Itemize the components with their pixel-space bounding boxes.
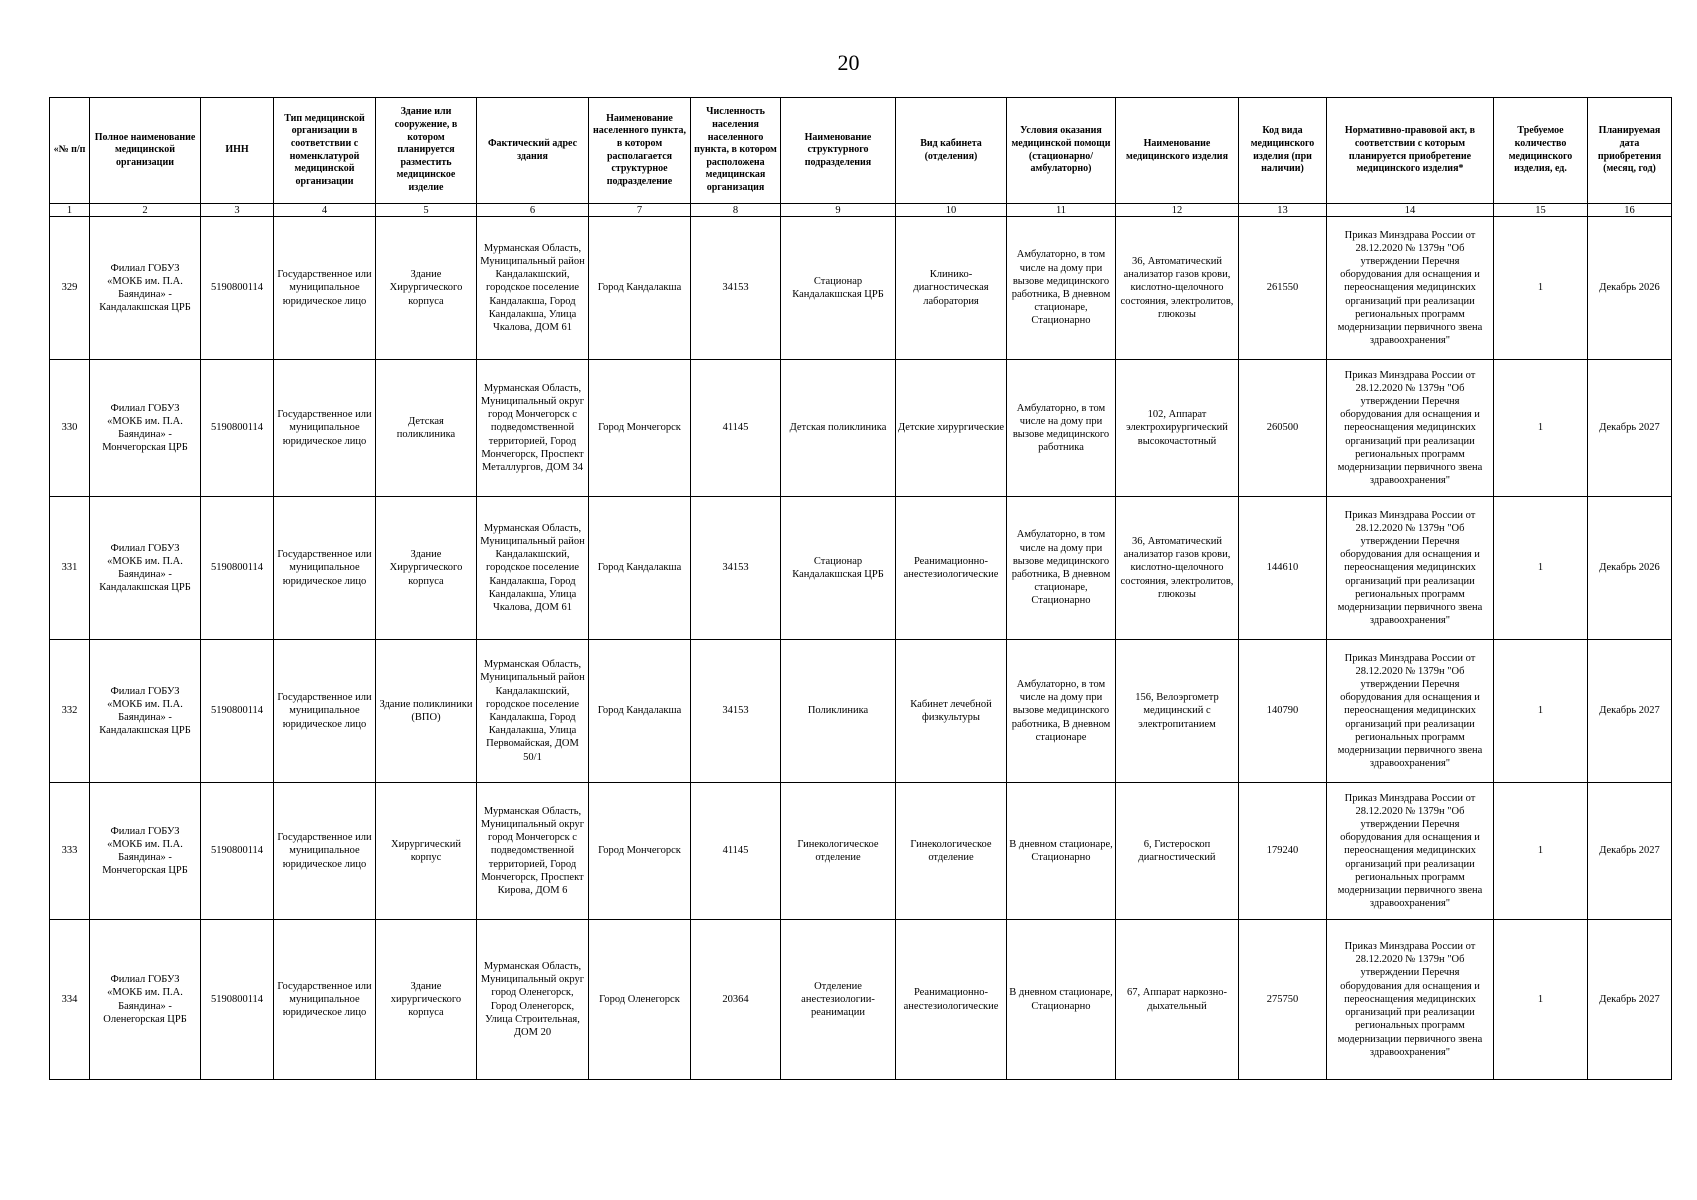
cell-device: 6, Гистероскоп диагностический: [1116, 783, 1239, 920]
cell-device: 36, Автоматический анализатор газов крови, кислотно-щелочного состояния, электролитов, глюкозы: [1116, 217, 1239, 360]
column-header: Планируемая дата приобретения (месяц, год): [1588, 98, 1672, 204]
cell-conditions: В дневном стационаре, Стационарно: [1007, 783, 1116, 920]
cell-cabinet: Реанимационно-анестезиологические: [896, 497, 1007, 640]
table-row: [50, 920, 1672, 1080]
cell-population: 34153: [691, 217, 781, 360]
cell-building: Детская поликлиника: [376, 360, 477, 497]
header-row: [50, 98, 1672, 204]
column-number: 5: [376, 204, 477, 217]
cell-act: Приказ Минздрава России от 28.12.2020 № 1379н "Об утверждении Перечня оборудования для оснащения и переоснащения медицинских организаций при реализации региональных программ модернизации первичного звена здравоохранения": [1327, 783, 1494, 920]
cell-type: Государственное или муниципальное юридическое лицо: [274, 217, 376, 360]
cell-org: Филиал ГОБУЗ «МОКБ им. П.А. Баяндина» - Оленегорская ЦРБ: [90, 920, 201, 1080]
cell-address: Мурманская Область, Муниципальный район Кандалакшский, городское поселение Кандалакша, Город Кандалакша, Улица Чкалова, ДОМ 61: [477, 217, 589, 360]
cell-building: Здание поликлиники (ВПО): [376, 640, 477, 783]
column-number: 1: [50, 204, 90, 217]
cell-device: 102, Аппарат электрохирургический высокочастотный: [1116, 360, 1239, 497]
cell-n: 333: [50, 783, 90, 920]
cell-address: Мурманская Область, Муниципальный округ город Мончегорск с подведомственной территорией, Город Мончегорск, Проспект Кирова, ДОМ 6: [477, 783, 589, 920]
cell-cabinet: Кабинет лечебной физкультуры: [896, 640, 1007, 783]
cell-population: 34153: [691, 640, 781, 783]
cell-conditions: Амбулаторно, в том числе на дому при вызове медицинского работника, В дневном стационаре: [1007, 640, 1116, 783]
cell-device: 67, Аппарат наркозно-дыхательный: [1116, 920, 1239, 1080]
column-number: 12: [1116, 204, 1239, 217]
cell-building: Здание Хирургического корпуса: [376, 217, 477, 360]
column-number: 13: [1239, 204, 1327, 217]
cell-qty: 1: [1494, 640, 1588, 783]
cell-address: Мурманская Область, Муниципальный район Кандалакшский, городское поселение Кандалакша, Город Кандалакша, Улица Чкалова, ДОМ 61: [477, 497, 589, 640]
equipment-table: [49, 97, 1672, 1080]
cell-locality: Город Оленегорск: [589, 920, 691, 1080]
column-number: 4: [274, 204, 376, 217]
cell-unit: Поликлиника: [781, 640, 896, 783]
cell-conditions: Амбулаторно, в том числе на дому при вызове медицинского работника, В дневном стационаре, Стационарно: [1007, 217, 1116, 360]
cell-conditions: Амбулаторно, в том числе на дому при вызове медицинского работника, В дневном стационаре, Стационарно: [1007, 497, 1116, 640]
column-number: 7: [589, 204, 691, 217]
cell-inn: 5190800114: [201, 920, 274, 1080]
cell-org: Филиал ГОБУЗ «МОКБ им. П.А. Баяндина» - Кандалакшская ЦРБ: [90, 640, 201, 783]
cell-code: 261550: [1239, 217, 1327, 360]
column-header: Численность населения населенного пункта, в котором расположена медицинская организация: [691, 98, 781, 204]
cell-qty: 1: [1494, 783, 1588, 920]
cell-act: Приказ Минздрава России от 28.12.2020 № 1379н "Об утверждении Перечня оборудования для оснащения и переоснащения медицинских организаций при реализации региональных программ модернизации первичного звена здравоохранения": [1327, 640, 1494, 783]
column-header: Наименование населенного пункта, в котором располагается структурное подразделение: [589, 98, 691, 204]
cell-inn: 5190800114: [201, 783, 274, 920]
cell-conditions: В дневном стационаре, Стационарно: [1007, 920, 1116, 1080]
cell-date: Декабрь 2027: [1588, 640, 1672, 783]
cell-inn: 5190800114: [201, 640, 274, 783]
cell-date: Декабрь 2027: [1588, 920, 1672, 1080]
column-number: 9: [781, 204, 896, 217]
cell-type: Государственное или муниципальное юридическое лицо: [274, 920, 376, 1080]
column-header: Полное наименование медицинской организации: [90, 98, 201, 204]
cell-act: Приказ Минздрава России от 28.12.2020 № 1379н "Об утверждении Перечня оборудования для оснащения и переоснащения медицинских организаций при реализации региональных программ модернизации первичного звена здравоохранения": [1327, 497, 1494, 640]
cell-qty: 1: [1494, 217, 1588, 360]
table-row: [50, 497, 1672, 640]
cell-code: 179240: [1239, 783, 1327, 920]
cell-org: Филиал ГОБУЗ «МОКБ им. П.А. Баяндина» - Кандалакшская ЦРБ: [90, 217, 201, 360]
cell-code: 275750: [1239, 920, 1327, 1080]
column-number: 15: [1494, 204, 1588, 217]
cell-conditions: Амбулаторно, в том числе на дому при вызове медицинского работника: [1007, 360, 1116, 497]
cell-inn: 5190800114: [201, 497, 274, 640]
table-row: [50, 783, 1672, 920]
column-number: 10: [896, 204, 1007, 217]
cell-unit: Детская поликлиника: [781, 360, 896, 497]
column-header: Тип медицинской организации в соответствии с номенклатурой медицинской организации: [274, 98, 376, 204]
column-header: Наименование медицинского изделия: [1116, 98, 1239, 204]
cell-building: Хирургический корпус: [376, 783, 477, 920]
cell-address: Мурманская Область, Муниципальный район Кандалакшский, городское поселение Кандалакша, Город Кандалакша, Улица Первомайская, ДОМ 50/1: [477, 640, 589, 783]
column-header: Условия оказания медицинской помощи (стационарно/ амбулаторно): [1007, 98, 1116, 204]
cell-code: 260500: [1239, 360, 1327, 497]
cell-code: 144610: [1239, 497, 1327, 640]
column-number: 3: [201, 204, 274, 217]
cell-qty: 1: [1494, 920, 1588, 1080]
cell-unit: Отделение анестезиологии-реанимации: [781, 920, 896, 1080]
column-number: 2: [90, 204, 201, 217]
cell-n: 332: [50, 640, 90, 783]
cell-population: 20364: [691, 920, 781, 1080]
cell-device: 156, Велоэргометр медицинский с электропитанием: [1116, 640, 1239, 783]
table-row: [50, 360, 1672, 497]
cell-device: 36, Автоматический анализатор газов крови, кислотно-щелочного состояния, электролитов, глюкозы: [1116, 497, 1239, 640]
cell-address: Мурманская Область, Муниципальный округ город Оленегорск, Город Оленегорск, Улица Строительная, ДОМ 20: [477, 920, 589, 1080]
cell-n: 334: [50, 920, 90, 1080]
cell-cabinet: Клинико-диагностическая лаборатория: [896, 217, 1007, 360]
page-number: 20: [837, 50, 860, 75]
cell-act: Приказ Минздрава России от 28.12.2020 № 1379н "Об утверждении Перечня оборудования для оснащения и переоснащения медицинских организаций при реализации региональных программ модернизации первичного звена здравоохранения": [1327, 217, 1494, 360]
column-header: Требуемое количество медицинского изделия, ед.: [1494, 98, 1588, 204]
table-body: [50, 217, 1672, 1080]
cell-type: Государственное или муниципальное юридическое лицо: [274, 360, 376, 497]
column-number: 16: [1588, 204, 1672, 217]
column-header: ИНН: [201, 98, 274, 204]
cell-qty: 1: [1494, 360, 1588, 497]
cell-code: 140790: [1239, 640, 1327, 783]
cell-locality: Город Кандалакша: [589, 217, 691, 360]
column-header: Код вида медицинского изделия (при наличии): [1239, 98, 1327, 204]
column-header: Нормативно-правовой акт, в соответствии с которым планируется приобретение медицинского изделия*: [1327, 98, 1494, 204]
column-header: «№ п/п: [50, 98, 90, 204]
cell-date: Декабрь 2026: [1588, 497, 1672, 640]
cell-n: 331: [50, 497, 90, 640]
cell-cabinet: Реанимационно-анестезиологические: [896, 920, 1007, 1080]
cell-cabinet: Гинекологическое отделение: [896, 783, 1007, 920]
column-number-row: [50, 204, 1672, 217]
cell-n: 329: [50, 217, 90, 360]
cell-cabinet: Детские хирургические: [896, 360, 1007, 497]
cell-locality: Город Кандалакша: [589, 640, 691, 783]
cell-address: Мурманская Область, Муниципальный округ город Мончегорск с подведомственной территорией, Город Мончегорск, Проспект Металлургов, ДОМ 34: [477, 360, 589, 497]
cell-building: Здание хирургического корпуса: [376, 920, 477, 1080]
column-header: Здание или сооружение, в котором планируется разместить медицинское изделие: [376, 98, 477, 204]
table-row: [50, 640, 1672, 783]
cell-inn: 5190800114: [201, 360, 274, 497]
cell-n: 330: [50, 360, 90, 497]
cell-date: Декабрь 2027: [1588, 783, 1672, 920]
cell-inn: 5190800114: [201, 217, 274, 360]
column-header: Наименование структурного подразделения: [781, 98, 896, 204]
column-number: 14: [1327, 204, 1494, 217]
cell-org: Филиал ГОБУЗ «МОКБ им. П.А. Баяндина» - Мончегорская ЦРБ: [90, 783, 201, 920]
cell-unit: Стационар Кандалакшская ЦРБ: [781, 217, 896, 360]
table-row: [50, 217, 1672, 360]
cell-locality: Город Кандалакша: [589, 497, 691, 640]
cell-act: Приказ Минздрава России от 28.12.2020 № 1379н "Об утверждении Перечня оборудования для оснащения и переоснащения медицинских организаций при реализации региональных программ модернизации первичного звена здравоохранения": [1327, 920, 1494, 1080]
cell-qty: 1: [1494, 497, 1588, 640]
cell-type: Государственное или муниципальное юридическое лицо: [274, 783, 376, 920]
cell-building: Здание Хирургического корпуса: [376, 497, 477, 640]
column-header: Фактический адрес здания: [477, 98, 589, 204]
cell-type: Государственное или муниципальное юридическое лицо: [274, 640, 376, 783]
cell-org: Филиал ГОБУЗ «МОКБ им. П.А. Баяндина» - Кандалакшская ЦРБ: [90, 497, 201, 640]
cell-date: Декабрь 2027: [1588, 360, 1672, 497]
cell-locality: Город Мончегорск: [589, 783, 691, 920]
cell-population: 41145: [691, 783, 781, 920]
column-number: 6: [477, 204, 589, 217]
cell-date: Декабрь 2026: [1588, 217, 1672, 360]
cell-unit: Стационар Кандалакшская ЦРБ: [781, 497, 896, 640]
column-number: 11: [1007, 204, 1116, 217]
cell-act: Приказ Минздрава России от 28.12.2020 № 1379н "Об утверждении Перечня оборудования для оснащения и переоснащения медицинских организаций при реализации региональных программ модернизации первичного звена здравоохранения": [1327, 360, 1494, 497]
cell-unit: Гинекологическое отделение: [781, 783, 896, 920]
column-number: 8: [691, 204, 781, 217]
cell-type: Государственное или муниципальное юридическое лицо: [274, 497, 376, 640]
cell-locality: Город Мончегорск: [589, 360, 691, 497]
cell-population: 41145: [691, 360, 781, 497]
column-header: Вид кабинета (отделения): [896, 98, 1007, 204]
cell-population: 34153: [691, 497, 781, 640]
cell-org: Филиал ГОБУЗ «МОКБ им. П.А. Баяндина» - Мончегорская ЦРБ: [90, 360, 201, 497]
